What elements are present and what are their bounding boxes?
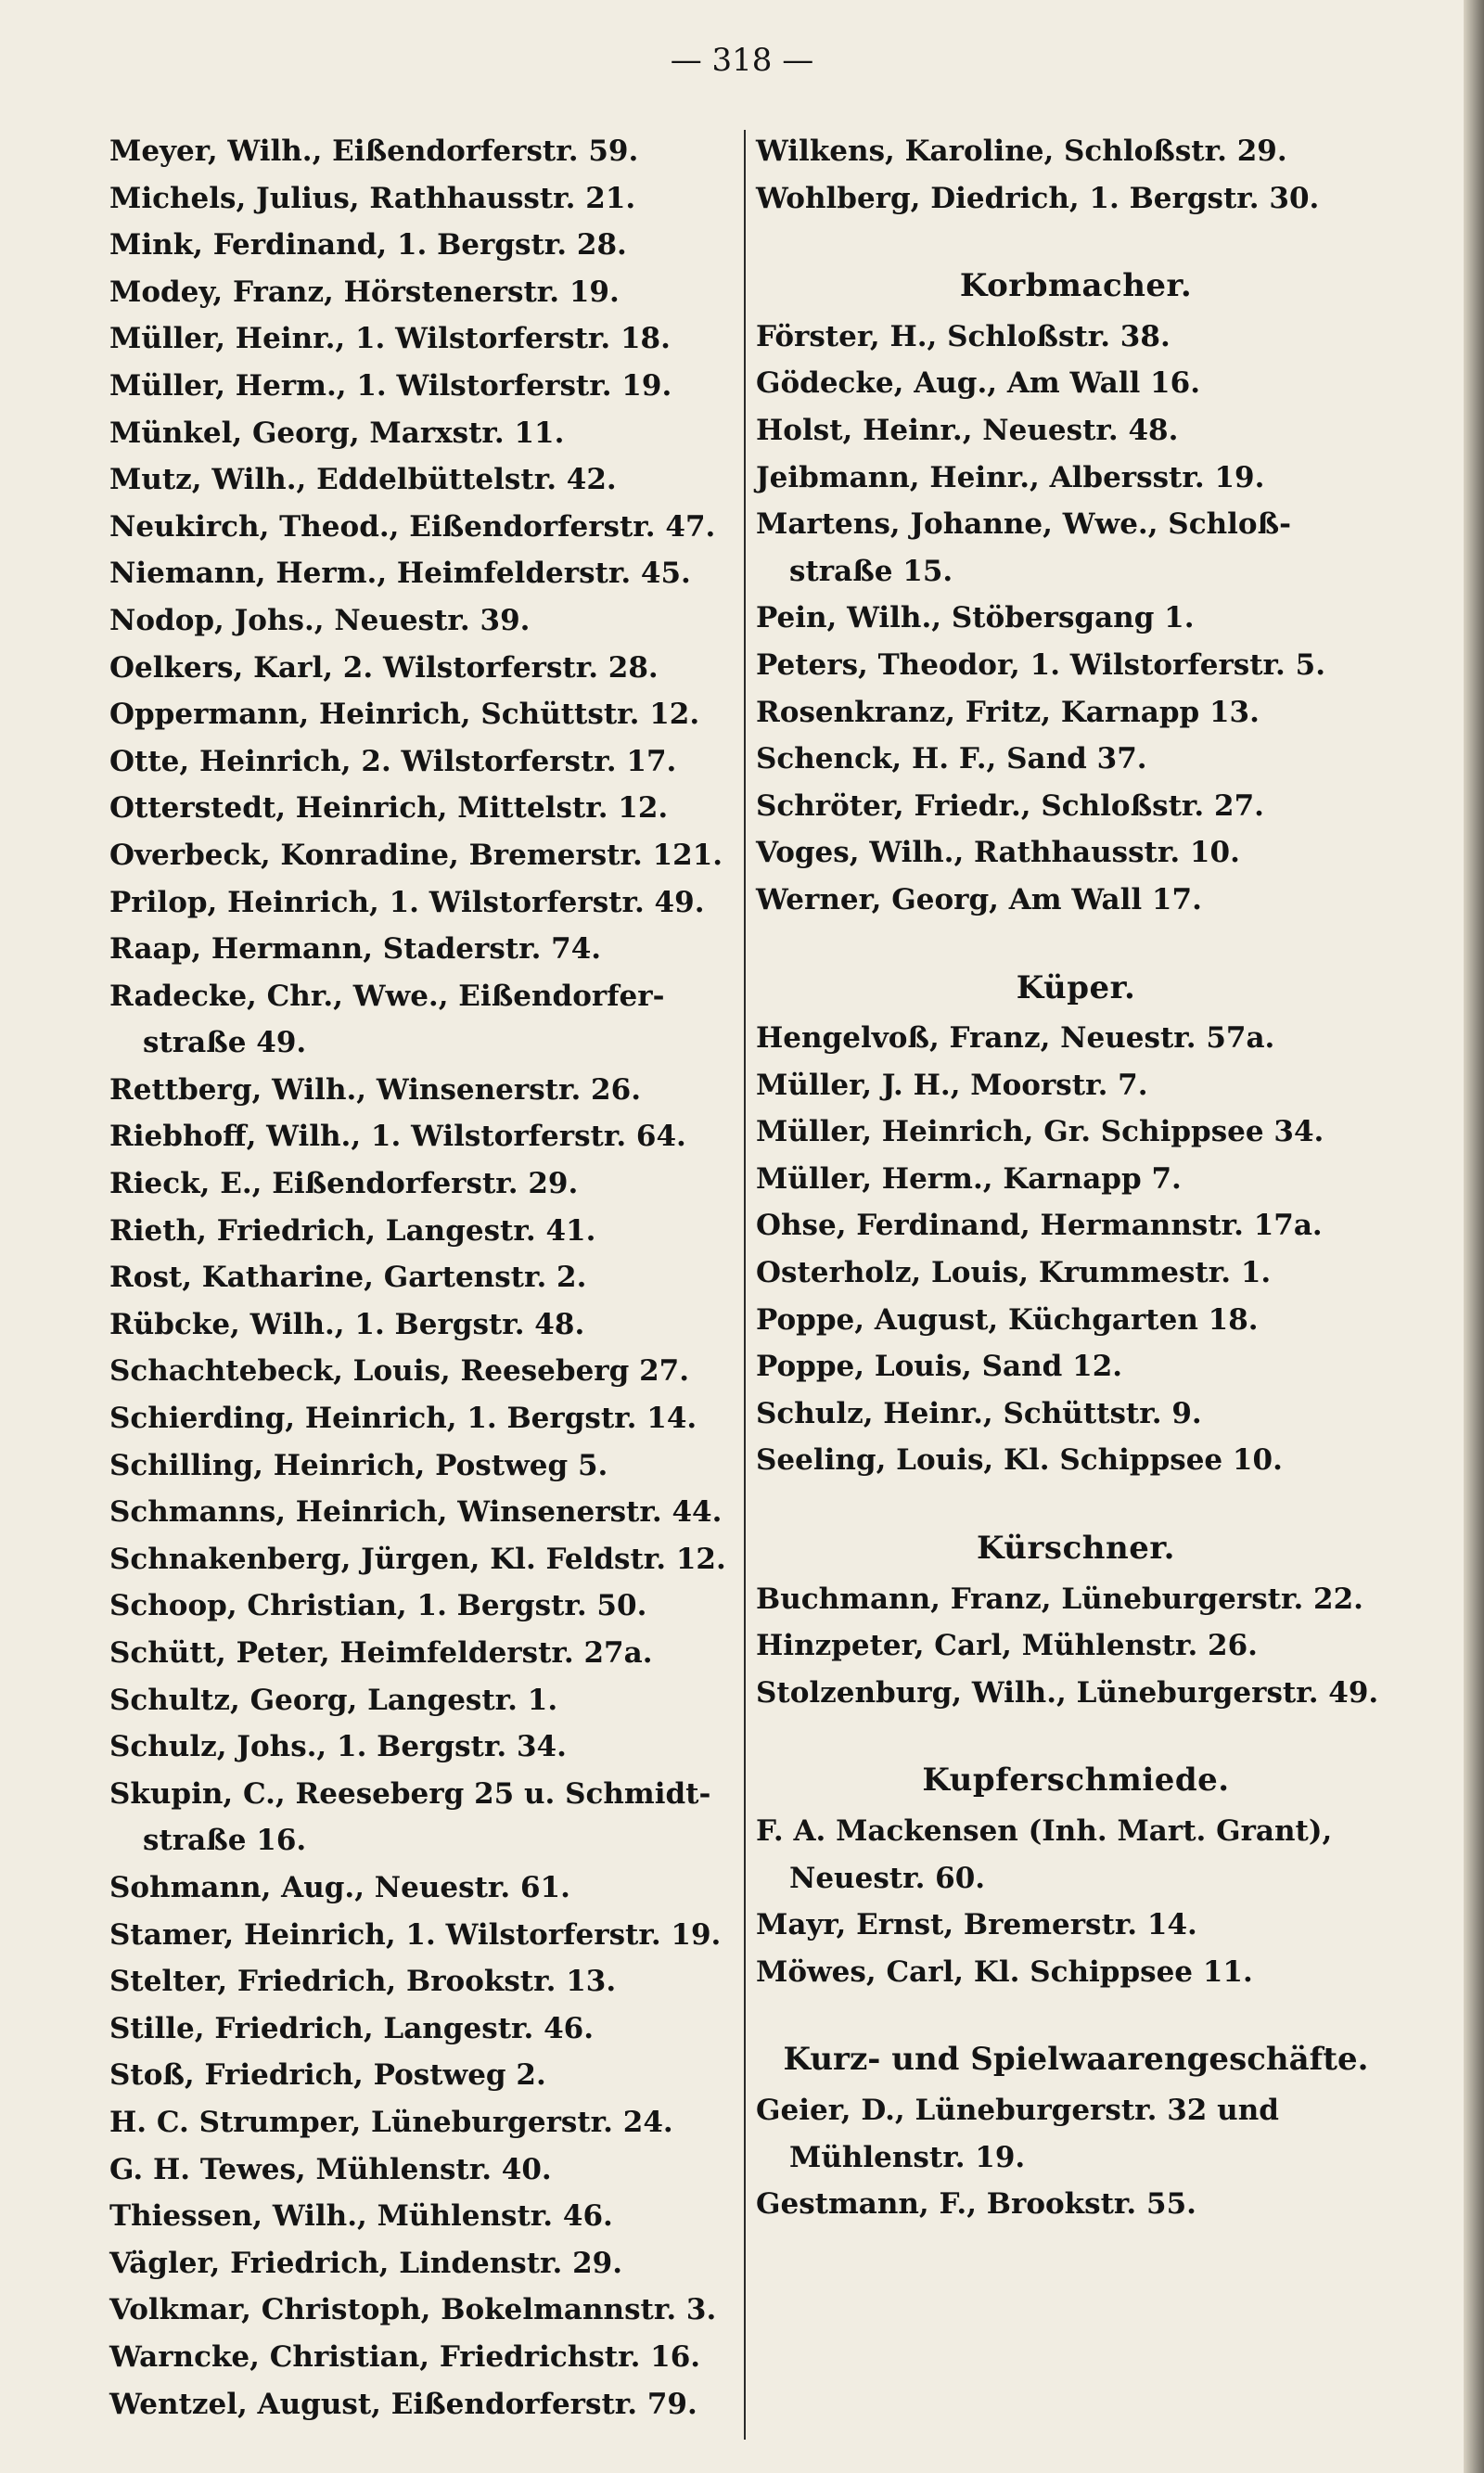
directory-entry [109, 738, 740, 786]
entry-text: Hengelvoß, Franz, Neuestr. 57a. [756, 1021, 1275, 1056]
entry-text: Müller, J. H., Moorstr. 7. [756, 1068, 1148, 1102]
directory-entry [109, 1208, 740, 1255]
left-column [109, 128, 740, 2428]
directory-entry [756, 642, 1396, 689]
directory-entry [109, 128, 740, 175]
directory-entry [756, 783, 1396, 830]
directory-entry [109, 2146, 740, 2194]
directory-entry [109, 1489, 740, 1536]
directory-entry [109, 363, 740, 410]
directory-entry [109, 1442, 740, 1490]
directory-entry [109, 1582, 740, 1630]
directory-entry [109, 2052, 740, 2099]
entry-text: Schoop, Christian, 1. Bergstr. 50. [109, 1589, 647, 1623]
directory-entry [109, 1723, 740, 1771]
entry-text: Buchmann, Franz, Lüneburgerstr. 22. [756, 1582, 1363, 1616]
directory-entry [756, 1390, 1396, 1438]
directory-entry [756, 2087, 1396, 2181]
section-heading: Kurz- und Spielwaarengeschäfte. [783, 2041, 1369, 2079]
directory-entry [109, 2287, 740, 2334]
entry-text: Stoß, Friedrich, Postweg 2. [109, 2058, 546, 2093]
directory-entry [109, 2193, 740, 2240]
directory-entry [109, 456, 740, 504]
directory-entry [756, 1437, 1396, 1484]
directory-entry [756, 1808, 1396, 1902]
directory-entry [109, 832, 740, 879]
directory-entry [109, 222, 740, 269]
directory-entry [756, 175, 1396, 223]
directory-entry [109, 1536, 740, 1583]
directory-entry [756, 1902, 1396, 1949]
entry-text: Stille, Friedrich, Langestr. 46. [109, 2011, 595, 2045]
entry-text: Rosenkranz, Fritz, Karnapp 13. [756, 695, 1260, 729]
directory-entry [756, 1156, 1396, 1203]
directory-entry [109, 1395, 740, 1442]
entry-text: F. A. Mackensen (Inh. Mart. Grant), [756, 1814, 1333, 1848]
entry-text: Overbeck, Konradine, Bremerstr. 121. [109, 838, 723, 872]
directory-entry [109, 410, 740, 457]
entry-text: Schulz, Heinr., Schüttstr. 9. [756, 1396, 1202, 1430]
entry-text: Ohse, Ferdinand, Hermannstr. 17a. [756, 1209, 1323, 1243]
entry-text: Stamer, Heinrich, 1. Wilstorferstr. 19. [109, 1917, 722, 1952]
entry-text: Schmanns, Heinrich, Winsenerstr. 44. [109, 1495, 723, 1530]
entry-text: Mutz, Wilh., Eddelbüttelstr. 42. [109, 463, 617, 497]
entry-text: Volkmar, Christoph, Bokelmannstr. 3. [109, 2293, 717, 2327]
entry-text: Niemann, Herm., Heimfelderstr. 45. [109, 557, 691, 591]
directory-entry [109, 1113, 740, 1160]
entry-text: H. C. Strumper, Lüneburgerstr. 24. [109, 2105, 673, 2139]
directory-entry [109, 1958, 740, 2005]
entry-text: G. H. Tewes, Mühlenstr. 40. [109, 2152, 552, 2186]
entry-text: Holst, Heinr., Neuestr. 48. [756, 413, 1179, 447]
entry-text: Schierding, Heinrich, 1. Bergstr. 14. [109, 1402, 697, 1436]
directory-entry [109, 691, 740, 738]
directory-entry [756, 314, 1396, 361]
entry-text: Thiessen, Wilh., Mühlenstr. 46. [109, 2199, 613, 2234]
entry-text: Stelter, Friedrich, Brookstr. 13. [109, 1965, 617, 1999]
directory-entry [109, 1254, 740, 1301]
directory-entry [756, 1576, 1396, 1623]
entry-text: Geier, D., Lüneburgerstr. 32 und [756, 2093, 1279, 2127]
directory-entry [756, 128, 1396, 175]
entry-text: Nodop, Johs., Neuestr. 39. [109, 603, 531, 637]
entry-text: Schröter, Friedr., Schloßstr. 27. [756, 788, 1264, 823]
directory-entry [756, 1202, 1396, 1249]
directory-entry [109, 1677, 740, 1724]
entry-text: Förster, H., Schloßstr. 38. [756, 319, 1171, 353]
directory-entry [109, 1301, 740, 1349]
directory-entry [756, 689, 1396, 737]
entry-text: Vägler, Friedrich, Lindenstr. 29. [109, 2246, 623, 2280]
directory-entry [109, 2334, 740, 2381]
entry-continuation: Mühlenstr. 19. [789, 2140, 1026, 2174]
entry-text: Radecke, Chr., Wwe., Eißendorfer- [109, 979, 665, 1013]
directory-entry [109, 1067, 740, 1114]
entry-text: Warncke, Christian, Friedrichstr. 16. [109, 2339, 701, 2374]
entry-text: Münkel, Georg, Marxstr. 11. [109, 416, 565, 450]
entry-text: Voges, Wilh., Rathhausstr. 10. [756, 836, 1240, 870]
directory-entry [756, 360, 1396, 407]
section-heading: Kürschner. [977, 1530, 1175, 1568]
directory-entry [756, 1062, 1396, 1109]
directory-entry [756, 1297, 1396, 1344]
entry-text: Michels, Julius, Rathhausstr. 21. [109, 181, 636, 215]
entry-text: Oppermann, Heinrich, Schüttstr. 12. [109, 698, 700, 732]
entry-text: Jeibmann, Heinr., Albersstr. 19. [756, 460, 1265, 494]
directory-entry [109, 785, 740, 832]
directory-entry [109, 504, 740, 551]
section-heading: Küper. [1016, 968, 1136, 1006]
entry-text: Gestmann, F., Brookstr. 55. [756, 2187, 1196, 2222]
entry-text: Werner, Georg, Am Wall 17. [756, 882, 1202, 916]
entry-text: Prilop, Heinrich, 1. Wilstorferstr. 49. [109, 885, 705, 919]
entry-text: Osterholz, Louis, Krummestr. 1. [756, 1256, 1272, 1290]
directory-entry [109, 597, 740, 645]
entry-continuation: straße 49. [143, 1026, 307, 1060]
directory-entry [109, 269, 740, 316]
directory-entry [109, 879, 740, 927]
directory-entry [756, 877, 1396, 924]
entry-text: Neukirch, Theod., Eißendorferstr. 47. [109, 509, 716, 544]
directory-entry [109, 1348, 740, 1395]
directory-entry [109, 175, 740, 223]
entry-text: Hinzpeter, Carl, Mühlenstr. 26. [756, 1629, 1258, 1663]
directory-entry [756, 1622, 1396, 1670]
directory-entry [109, 1771, 740, 1864]
entry-text: Müller, Herm., 1. Wilstorferstr. 19. [109, 368, 672, 403]
directory-entry [109, 315, 740, 363]
entry-text: Rieck, E., Eißendorferstr. 29. [109, 1167, 579, 1201]
entry-text: Sohmann, Aug., Neuestr. 61. [109, 1870, 570, 1904]
directory-entry [109, 1630, 740, 1677]
entry-text: Poppe, August, Küchgarten 18. [756, 1302, 1259, 1337]
entry-text: Riebhoff, Wilh., 1. Wilstorferstr. 64. [109, 1120, 686, 1154]
entry-text: Rübcke, Wilh., 1. Bergstr. 48. [109, 1307, 585, 1341]
directory-entry [109, 1864, 740, 1912]
right-column [756, 128, 1396, 2228]
entry-text: Rettberg, Wilh., Winsenerstr. 26. [109, 1072, 641, 1107]
entry-text: Modey, Franz, Hörstenerstr. 19. [109, 275, 620, 309]
directory-entry [756, 455, 1396, 502]
entry-text: Poppe, Louis, Sand 12. [756, 1350, 1123, 1384]
entry-text: Otterstedt, Heinrich, Mittelstr. 12. [109, 791, 669, 826]
entry-text: Schenck, H. F., Sand 37. [756, 742, 1147, 776]
entry-text: Müller, Herm., Karnapp 7. [756, 1161, 1182, 1196]
entry-text: Schachtebeck, Louis, Reeseberg 27. [109, 1354, 690, 1389]
directory-entry [109, 2381, 740, 2428]
entry-text: Schultz, Georg, Langestr. 1. [109, 1683, 558, 1717]
directory-entry [109, 2240, 740, 2287]
entry-text: Otte, Heinrich, 2. Wilstorferstr. 17. [109, 744, 677, 778]
directory-entry [109, 1160, 740, 1208]
entry-text: Schnakenberg, Jürgen, Kl. Feldstr. 12. [109, 1542, 726, 1576]
entry-text: Wilkens, Karoline, Schloßstr. 29. [756, 135, 1287, 168]
directory-entry [756, 1670, 1396, 1717]
entry-text: Pein, Wilh., Stöbersgang 1. [756, 601, 1195, 635]
directory-entry [109, 1912, 740, 1959]
entry-text: Rost, Katharine, Gartenstr. 2. [109, 1261, 587, 1295]
directory-entry [756, 829, 1396, 877]
entry-text: Mayr, Ernst, Bremerstr. 14. [756, 1908, 1197, 1942]
directory-entry [109, 645, 740, 692]
entry-text: Schilling, Heinrich, Postweg 5. [109, 1448, 608, 1482]
entry-continuation: straße 16. [143, 1824, 307, 1858]
directory-entry [109, 926, 740, 973]
entry-text: Müller, Heinr., 1. Wilstorferstr. 18. [109, 322, 671, 356]
entry-text: Möwes, Carl, Kl. Schippsee 11. [756, 1954, 1253, 1989]
section-heading: Korbmacher. [959, 267, 1193, 305]
directory-entry [756, 736, 1396, 783]
page-number: — 318 — [670, 42, 814, 79]
directory-entry [756, 407, 1396, 455]
directory-entry [756, 2181, 1396, 2228]
entry-text: Gödecke, Aug., Am Wall 16. [756, 366, 1200, 401]
directory-entry [109, 550, 740, 597]
entry-text: Oelkers, Karl, 2. Wilstorferstr. 28. [109, 650, 659, 685]
directory-entry [109, 2005, 740, 2053]
entry-text: Schulz, Johs., 1. Bergstr. 34. [109, 1730, 567, 1764]
entry-text: Martens, Johanne, Wwe., Schloß- [756, 507, 1291, 542]
entry-continuation: Neuestr. 60. [789, 1861, 986, 1895]
directory-entry [756, 1015, 1396, 1062]
directory-entry [756, 501, 1396, 595]
directory-entry [756, 1108, 1396, 1156]
entry-text: Wentzel, August, Eißendorferstr. 79. [109, 2387, 697, 2421]
section-heading: Kupferschmiede. [922, 1762, 1230, 1800]
entry-text: Schütt, Peter, Heimfelderstr. 27a. [109, 1636, 653, 1670]
entry-text: Skupin, C., Reeseberg 25 u. Schmidt- [109, 1776, 711, 1811]
entry-text: Meyer, Wilh., Eißendorferstr. 59. [109, 135, 639, 168]
entry-text: Stolzenburg, Wilh., Lüneburgerstr. 49. [756, 1675, 1379, 1710]
entry-text: Rieth, Friedrich, Langestr. 41. [109, 1213, 596, 1248]
column-divider [744, 130, 746, 2440]
entry-text: Wohlberg, Diedrich, 1. Bergstr. 30. [756, 181, 1320, 215]
entry-text: Raap, Hermann, Staderstr. 74. [109, 932, 602, 967]
directory-entry [756, 1343, 1396, 1390]
entry-text: Peters, Theodor, 1. Wilstorferstr. 5. [756, 647, 1325, 682]
entry-continuation: straße 15. [789, 554, 953, 588]
directory-entry [756, 1949, 1396, 1996]
entry-text: Müller, Heinrich, Gr. Schippsee 34. [756, 1115, 1324, 1149]
page-edge [1464, 0, 1484, 2473]
directory-entry [756, 1249, 1396, 1297]
entry-text: Seeling, Louis, Kl. Schippsee 10. [756, 1443, 1283, 1478]
directory-entry [109, 2099, 740, 2146]
directory-entry [756, 595, 1396, 642]
directory-entry [109, 973, 740, 1067]
entry-text: Mink, Ferdinand, 1. Bergstr. 28. [109, 228, 627, 263]
